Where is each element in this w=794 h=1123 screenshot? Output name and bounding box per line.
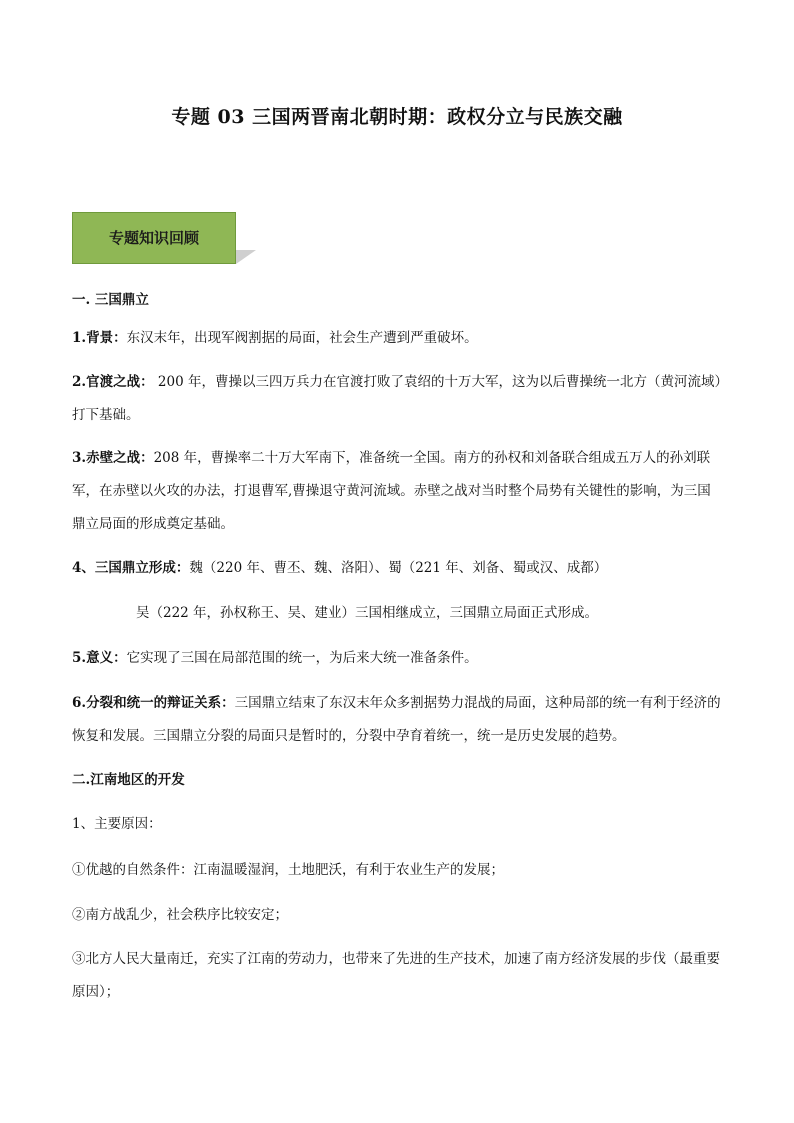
- paragraph-text: 208 年，曹操率二十万大军南下，准备统一全国。南方的孙权和刘备联合组成五万人的孙刘联军，在赤壁以火攻的办法，打退曹军,曹操退守黄河流域。赤壁之战对当时整个局势有关键性的影响，为三国鼎立局面的形成奠定基础。: [72, 450, 711, 532]
- paragraph-guandu: [72, 366, 724, 432]
- section-heading-three-kingdoms: [72, 284, 724, 317]
- heading-text: 二.江南地区的开发: [72, 772, 185, 788]
- section-badge: [72, 212, 236, 264]
- document-title: 专题 03 三国两晋南北朝时期：政权分立与民族交融: [171, 106, 623, 128]
- paragraph-lead: 3.赤壁之战：: [72, 450, 154, 466]
- paragraph-significance: [72, 642, 724, 675]
- paragraph-lead: 1.背景：: [72, 330, 127, 346]
- badge-shadow: [236, 250, 256, 264]
- paragraph-text: ③北方人民大量南迁，充实了江南的劳动力，也带来了先进的生产技术，加速了南方经济发展的步伐（最重要原因）；: [72, 951, 720, 1000]
- paragraph-text: 东汉末年，出现军阀割据的局面，社会生产遭到严重破坏。: [126, 330, 478, 346]
- paragraph-background: [72, 322, 724, 355]
- paragraph-lead: 5.意义：: [72, 650, 127, 666]
- paragraph-text: 1、主要原因：: [72, 816, 162, 832]
- paragraph-chibi: [72, 442, 724, 541]
- paragraph-text: ②南方战乱少，社会秩序比较安定；: [72, 907, 288, 923]
- list-item-natural: [72, 854, 724, 887]
- paragraph-formation: [72, 552, 724, 585]
- paragraph-text: 魏（220 年、曹丕、魏、洛阳）、蜀（221 年、刘备、蜀或汉、成都）: [189, 560, 608, 576]
- paragraph-text: ①优越的自然条件：江南温暖湿润，土地肥沃，有利于农业生产的发展；: [72, 862, 504, 878]
- paragraph-main-reasons: [72, 808, 724, 841]
- paragraph-lead: 2.官渡之战：: [72, 374, 154, 390]
- heading-text: 一. 三国鼎立: [72, 292, 149, 308]
- list-item-stability: [72, 899, 724, 932]
- paragraph-dialectic: [72, 687, 724, 753]
- paragraph-lead: 6.分裂和统一的辩证关系：: [72, 695, 235, 711]
- paragraph-text: 200 年，曹操以三四万兵力在官渡打败了袁绍的十万大军，这为以后曹操统一北方（黄河流域）打下基础。: [72, 374, 722, 423]
- paragraph-text: 三国鼎立结束了东汉末年众多割据势力混战的局面，这种局部的统一有利于经济的恢复和发展。三国鼎立分裂的局面只是暂时的，分裂中孕育着统一，统一是历史发展的趋势。: [72, 695, 721, 744]
- badge-label: 专题知识回顾: [108, 229, 199, 247]
- paragraph-text: 吴（222 年，孙权称王、吴、建业）三国相继成立，三国鼎立局面正式形成。: [136, 605, 599, 621]
- list-item-migration: [72, 943, 724, 1009]
- paragraph-wu: [136, 597, 724, 630]
- paragraph-lead: 4、三国鼎立形成：: [72, 560, 190, 576]
- paragraph-text: 它实现了三国在局部范围的统一，为后来大统一准备条件。: [126, 650, 478, 666]
- section-heading-jiangnan: [72, 764, 724, 797]
